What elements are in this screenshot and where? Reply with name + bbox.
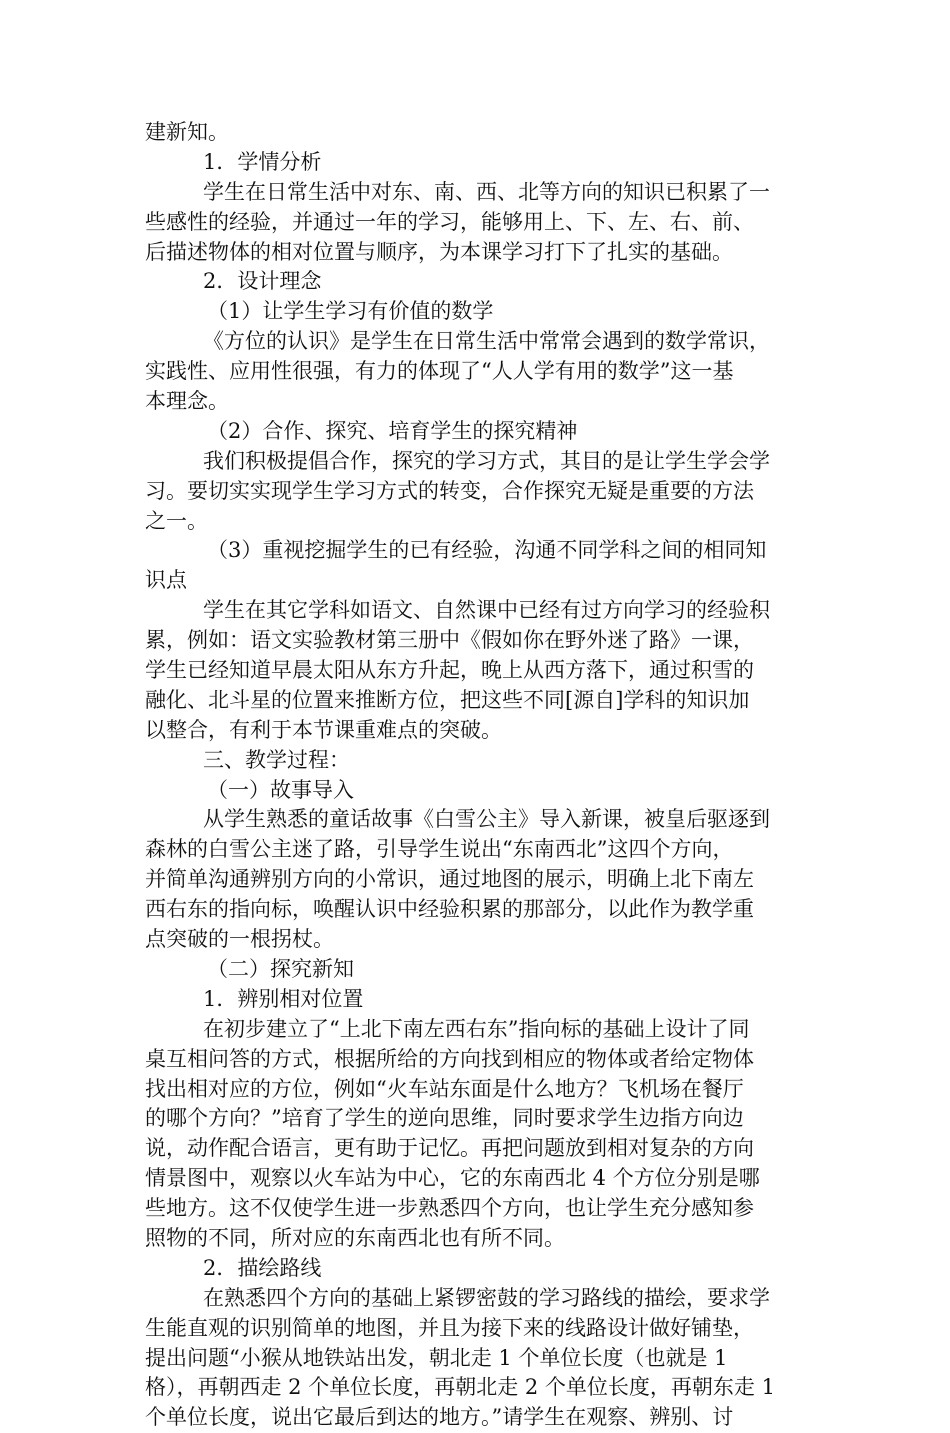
text-line: 在熟悉四个方向的基础上紧锣密鼓的学习路线的描绘，要求学 <box>203 1285 770 1310</box>
text-line: 生能直观的识别简单的地图，并且为接下来的线路设计做好铺垫， <box>145 1315 754 1340</box>
text-line: 以整合，有利于本节课重难点的突破。 <box>145 717 502 742</box>
text-line: 实践性、应用性很强，有力的体现了“人人学有用的数学”这一基 <box>145 359 734 384</box>
text-line: 学生已经知道早晨太阳从东方升起，晚上从西方落下，通过积雪的 <box>145 658 754 683</box>
text-line: （1）让学生学习有价值的数学 <box>207 299 494 324</box>
text-line: 些感性的经验，并通过一年的学习，能够用上、下、左、右、前、 <box>145 209 754 234</box>
text-line: 点突破的一根拐杖。 <box>145 927 334 952</box>
text-line: 从学生熟悉的童话故事《白雪公主》导入新课，被皇后驱逐到 <box>203 807 770 832</box>
text-line: 我们积极提倡合作，探究的学习方式，其目的是让学生学会学 <box>203 448 770 473</box>
text-line: 些地方。这不仅使学生进一步熟悉四个方向，也让学生充分感知参 <box>145 1196 754 1221</box>
text-line: 三、教学过程： <box>203 747 350 772</box>
text-line: 2．设计理念 <box>203 269 322 294</box>
document-page <box>145 118 809 1433</box>
text-line: 的哪个方向？”培育了学生的逆向思维，同时要求学生边指方向边 <box>145 1106 744 1131</box>
text-line: （二）探究新知 <box>207 956 354 981</box>
text-line: 说，动作配合语言，更有助于记忆。再把问题放到相对复杂的方向 <box>145 1136 754 1161</box>
text-line: 个单位长度，说出它最后到达的地方。”请学生在观察、辨别、讨 <box>145 1405 734 1430</box>
text-line: 森林的白雪公主迷了路，引导学生说出“东南西北”这四个方向， <box>145 837 734 862</box>
text-line: 融化、北斗星的位置来推断方位，把这些不同[源自]学科的知识加 <box>145 687 750 712</box>
text-line: 累，例如：语文实验教材第三册中《假如你在野外迷了路》一课， <box>145 628 754 653</box>
text-line: 之一。 <box>145 508 208 533</box>
text-line: 学生在其它学科如语文、自然课中已经有过方向学习的经验积 <box>203 598 770 623</box>
text-line: 建新知。 <box>145 120 229 144</box>
document-body <box>145 118 809 1433</box>
text-line: 后描述物体的相对位置与顺序，为本课学习打下了扎实的基础。 <box>145 239 733 264</box>
text-line: 找出相对应的方位，例如“火车站东面是什么地方？飞机场在餐厅 <box>145 1076 744 1101</box>
text-line: 学生在日常生活中对东、南、西、北等方向的知识已积累了一 <box>203 179 770 204</box>
text-line: （3）重视挖掘学生的已有经验，沟通不同学科之间的相同知 <box>207 538 767 563</box>
text-line: 提出问题“小猴从地铁站出发，朝北走 1 个单位长度（也就是 1 <box>145 1345 728 1370</box>
text-line: 识点 <box>145 568 187 593</box>
text-line: 《方位的认识》是学生在日常生活中常常会遇到的数学常识， <box>203 329 770 354</box>
text-line: 1．辨别相对位置 <box>203 986 364 1011</box>
text-line: 情景图中，观察以火车站为中心，它的东南西北 4 个方位分别是哪 <box>145 1166 760 1191</box>
text-line: 1．学情分析 <box>203 149 322 174</box>
text-line: 习。要切实实现学生学习方式的转变，合作探究无疑是重要的方法 <box>145 478 754 503</box>
text-line: 照物的不同，所对应的东南西北也有所不同。 <box>145 1225 565 1250</box>
text-line: 桌互相问答的方式，根据所给的方向找到相应的物体或者给定物体 <box>145 1046 754 1071</box>
text-line: （2）合作、探究、培育学生的探究精神 <box>207 418 578 443</box>
text-line: 格），再朝西走 2 个单位长度，再朝北走 2 个单位长度，再朝东走 1 <box>145 1375 775 1400</box>
text-line: 并简单沟通辨别方向的小常识，通过地图的展示，明确上北下南左 <box>145 867 754 892</box>
text-line: 西右东的指向标，唤醒认识中经验积累的那部分，以此作为教学重 <box>145 897 754 922</box>
text-line: 在初步建立了“上北下南左西右东”指向标的基础上设计了同 <box>203 1016 750 1041</box>
text-line: 本理念。 <box>145 389 229 414</box>
text-line: 2．描绘路线 <box>203 1255 322 1280</box>
text-line: （一）故事导入 <box>207 777 354 802</box>
